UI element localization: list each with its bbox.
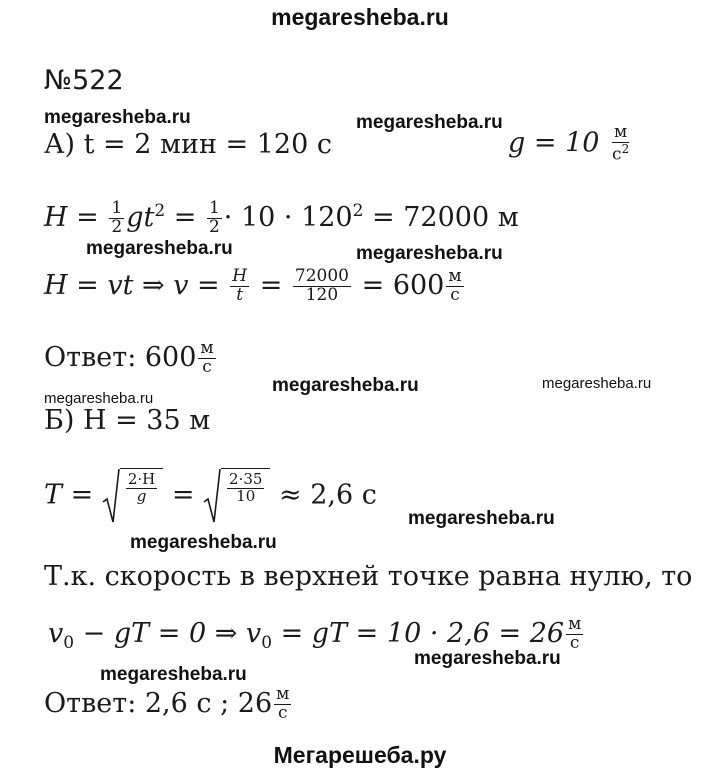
fraction-half: $\frac{1}{2}$ xyxy=(111,198,123,237)
velocity-formula: H = vt ⇒ v = $\frac{H}{t}$ = $\frac{72000}{120}$ = 600 $\frac{м}{с}$ xyxy=(44,266,462,305)
watermark: megaresheba.ru xyxy=(86,238,233,259)
watermark: megaresheba.ru xyxy=(356,243,503,264)
explanation-text: Т.к. скорость в верхней точке равна нулю, то xyxy=(44,561,693,592)
header-site-title: megaresheba.ru xyxy=(271,4,449,30)
v0-formula: $v_0$ − gT = 0 ⇒ $v_0$ = gT = 10 · 2,6 = 26 $\frac{м}{с}$ xyxy=(48,614,582,654)
problem-number: №522 xyxy=(44,65,124,96)
fraction-half: $\frac{1}{2}$ xyxy=(208,198,220,237)
fraction-h-over-t: $\frac{H}{t}$ xyxy=(232,266,248,305)
watermark: megaresheba.ru xyxy=(100,664,247,685)
watermark: megaresheba.ru xyxy=(44,107,191,128)
given-g xyxy=(508,124,633,164)
unit-m-per-s: $\frac{м}{с}$ xyxy=(448,266,462,305)
footer-site-title: Мегарешеба.ру xyxy=(273,742,447,768)
given-height: Б) H = 35 м xyxy=(44,405,211,436)
watermark: megaresheba.ru xyxy=(408,508,555,529)
given-time: А) t = 2 мин = 120 с xyxy=(44,129,332,160)
g-unit: $\frac{м}{с^2}$ xyxy=(612,122,630,165)
unit-m-per-s: $\frac{м}{с}$ xyxy=(200,338,214,377)
watermark: megaresheba.ru xyxy=(414,648,561,669)
height-formula: H = $\frac{1}{2}$ $gt^2$ = $\frac{1}{2}$ · $10 \cdot 120^2 = 72000$ м xyxy=(44,198,519,237)
sqrt-expression: $\frac{2\cdot H}{g}$ xyxy=(102,468,163,524)
unit-m-per-s: $\frac{м}{с}$ xyxy=(568,614,582,653)
unit-m-per-s: $\frac{м}{с}$ xyxy=(276,684,290,723)
fraction-numbers: $\frac{72000}{120}$ xyxy=(294,266,350,305)
sqrt-expression: $\frac{2\cdot 35}{10}$ xyxy=(203,468,270,524)
watermark: megaresheba.ru xyxy=(44,390,154,407)
sqrt-icon xyxy=(102,468,120,524)
g-value: g = 10 xyxy=(508,127,600,159)
watermark: megaresheba.ru xyxy=(130,532,277,553)
watermark: megaresheba.ru xyxy=(356,112,503,133)
answer-a: Ответ: 600 $\frac{м}{с}$ xyxy=(44,338,214,377)
watermark: megaresheba.ru xyxy=(272,375,419,396)
watermark: megaresheba.ru xyxy=(542,375,652,392)
time-formula: T = $\frac{2\cdot H}{g}$ = $\frac{2\cdot 35}{10}$ ≈ 2,6 с xyxy=(44,468,377,524)
sqrt-icon xyxy=(203,468,221,524)
answer-b: Ответ: 2,6 с ; 26 $\frac{м}{с}$ xyxy=(44,684,290,723)
